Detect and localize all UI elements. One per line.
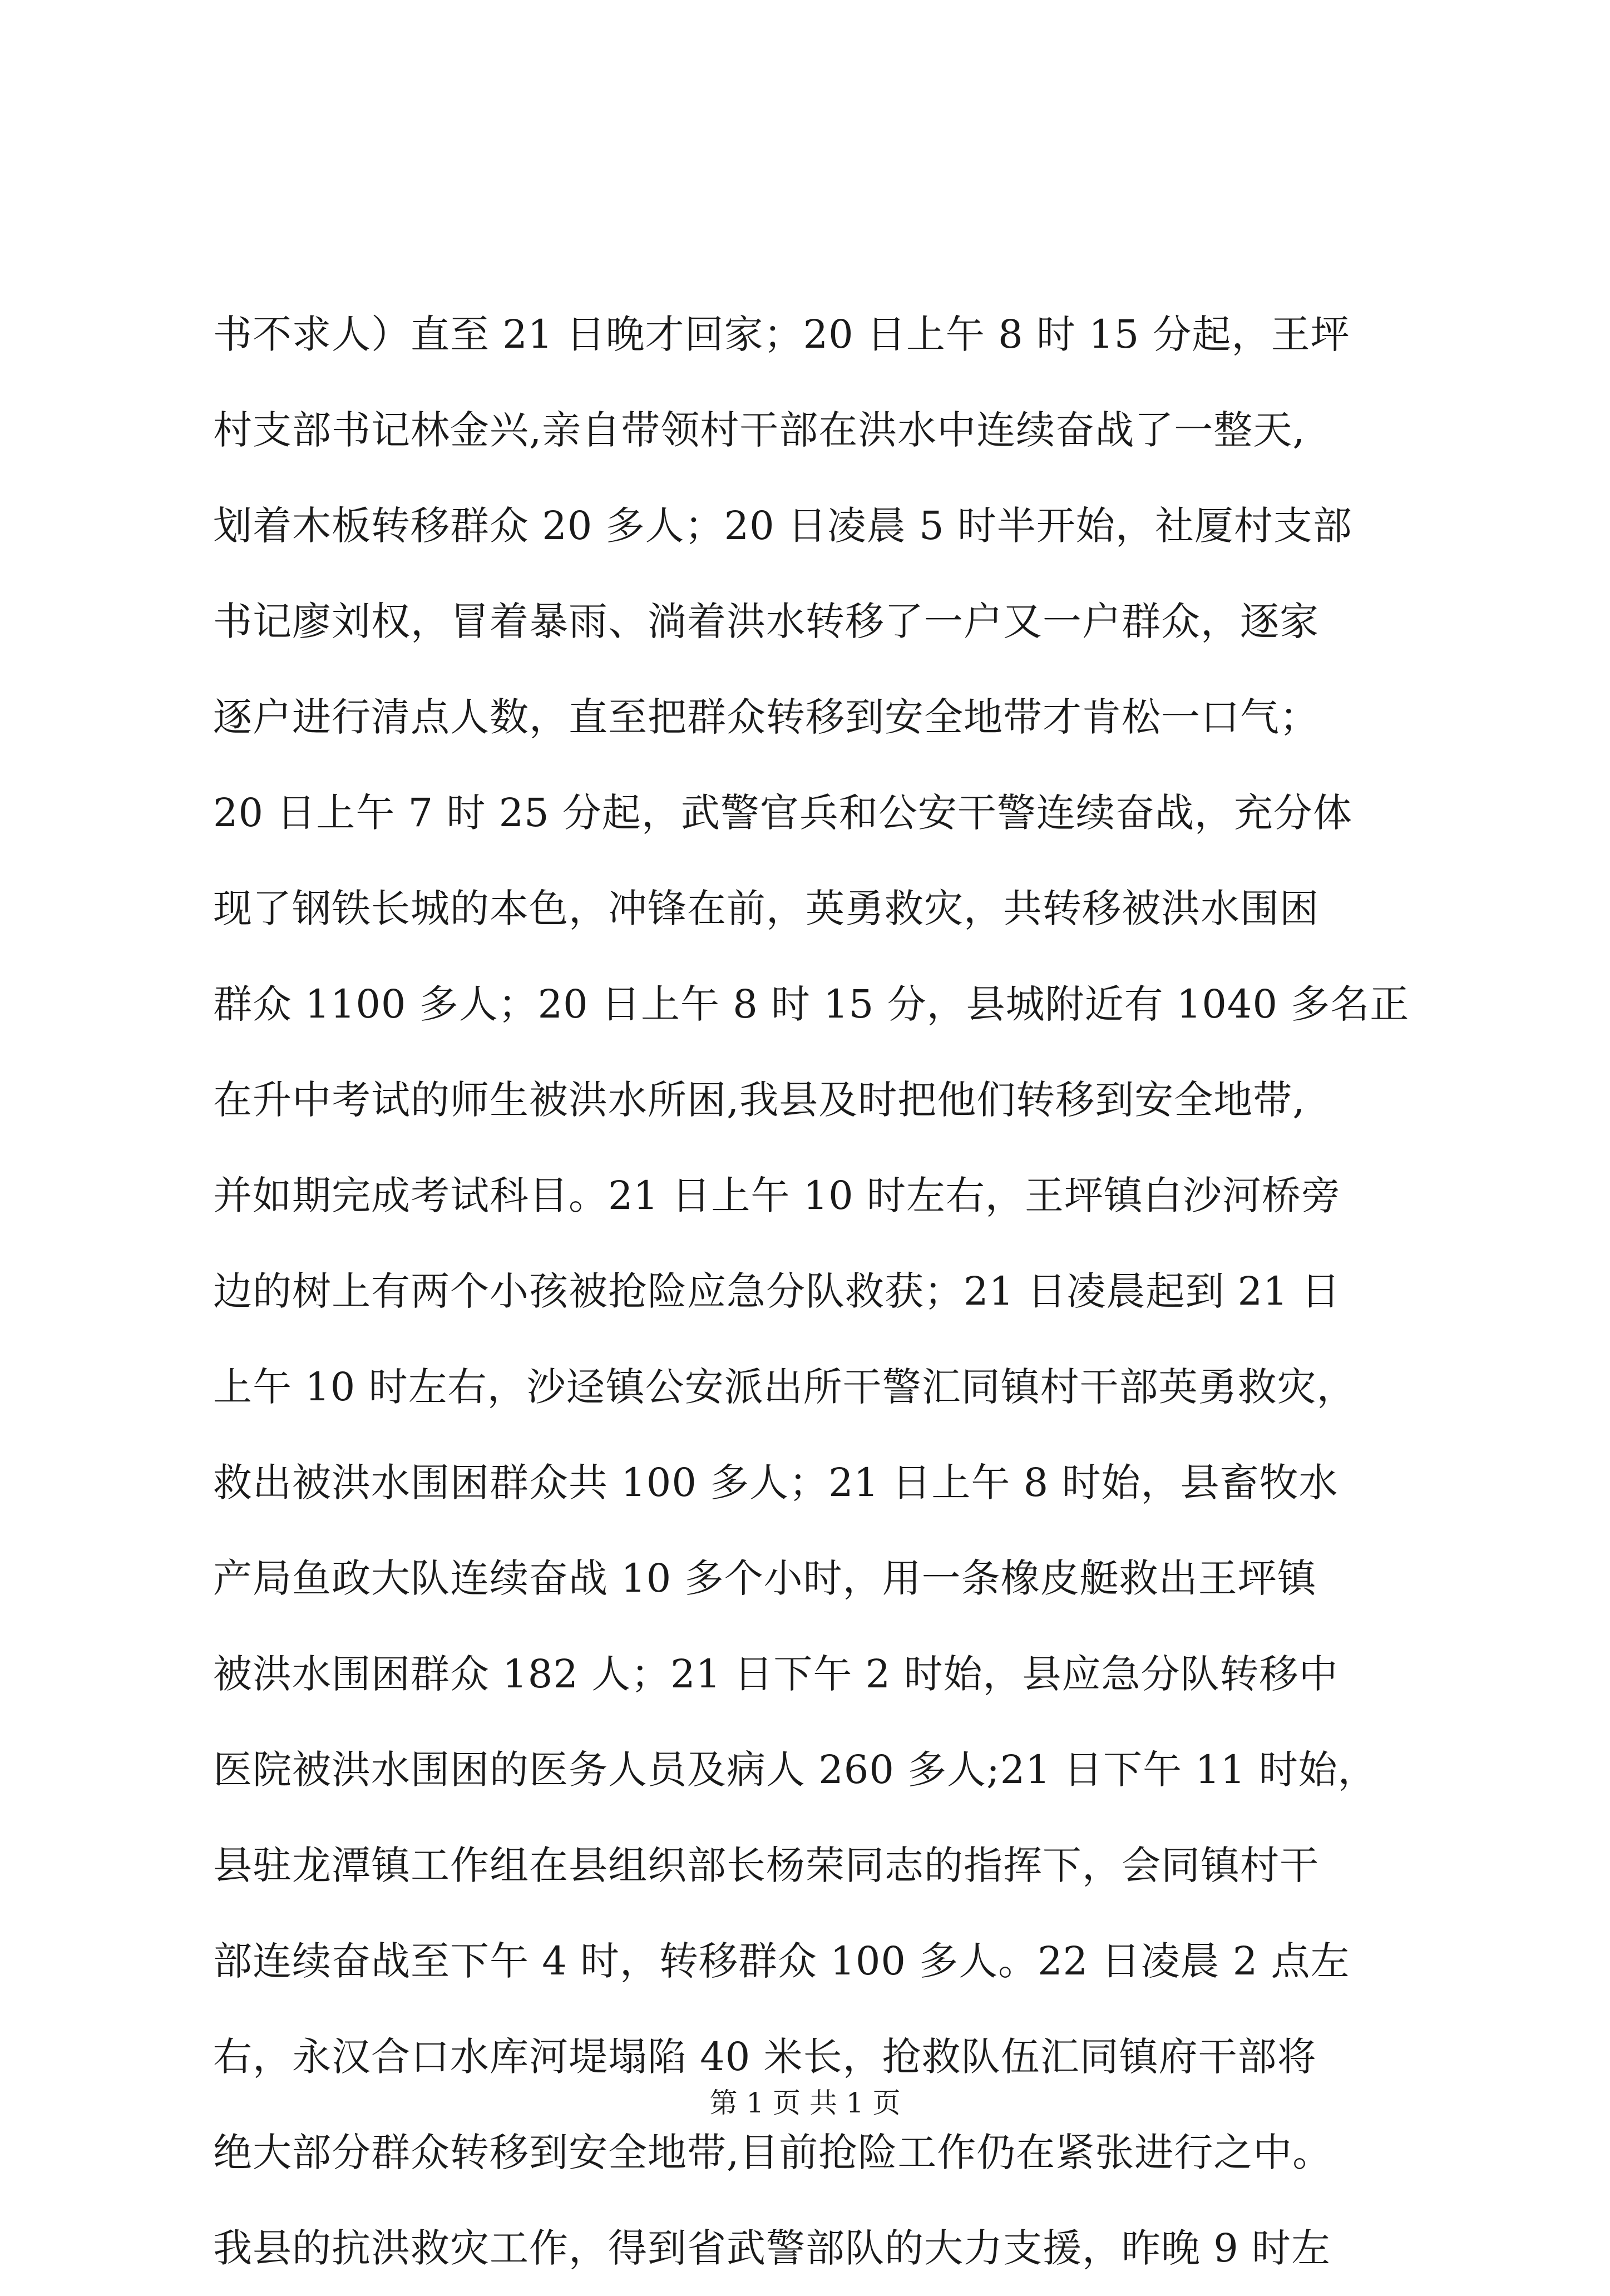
body-text xyxy=(213,287,1459,2296)
text-line: 医院被洪水围困的医务人员及病人 260 多人;21 日下午 11 时始， xyxy=(213,1747,1377,1793)
text-line: 划着木板转移群众 20 多人；20 日凌晨 5 时半开始，社厦村支部 xyxy=(213,503,1352,549)
text-line: 被洪水围困群众 182 人；21 日下午 2 时始，县应急分队转移中 xyxy=(213,1651,1339,1697)
text-line: 县驻龙潭镇工作组在县组织部长杨荣同志的指挥下，会同镇村干 xyxy=(213,1843,1319,1888)
text-line: 逐户进行清点人数，直至把群众转移到安全地带才肯松一口气； xyxy=(213,694,1319,740)
text-line: 产局鱼政大队连续奋战 10 多个小时，用一条橡皮艇救出王坪镇 xyxy=(213,1556,1317,1601)
text-line: 救出被洪水围困群众共 100 多人；21 日上午 8 时始，县畜牧水 xyxy=(213,1460,1339,1505)
text-line: 在升中考试的师生被洪水所困,我县及时把他们转移到安全地带, xyxy=(213,1077,1306,1123)
text-line: 部连续奋战至下午 4 时，转移群众 100 多人。22 日凌晨 2 点左 xyxy=(213,1938,1350,1984)
text-line: 20 日上午 7 时 25 分起，武警官兵和公安干警连续奋战，充分体 xyxy=(213,790,1352,836)
text-line: 群众 1100 多人；20 日上午 8 时 15 分，县城附近有 1040 多名正 xyxy=(213,981,1410,1027)
text-line: 书不求人）直至 21 日晚才回家；20 日上午 8 时 15 分起，王坪 xyxy=(213,312,1350,357)
text-line: 书记廖刘权，冒着暴雨、淌着洪水转移了一户又一户群众，逐家 xyxy=(213,599,1319,644)
text-line: 上午 10 时左右，沙迳镇公安派出所干警汇同镇村干部英勇救灾， xyxy=(213,1364,1356,1410)
text-line: 我县的抗洪救灾工作，得到省武警部队的大力支援，昨晚 9 时左 xyxy=(213,2225,1331,2271)
text-line: 绝大部分群众转移到安全地带,目前抢险工作仍在紧张进行之中。 xyxy=(213,2130,1332,2175)
text-line: 右，永汉合口水库河堤塌陷 40 米长，抢救队伍汇同镇府干部将 xyxy=(213,2034,1317,2080)
page-footer: 第 1 页 共 1 页 xyxy=(709,2087,901,2119)
text-line: 并如期完成考试科目。21 日上午 10 时左右，王坪镇白沙河桥旁 xyxy=(213,1173,1341,1218)
text-line: 边的树上有两个小孩被抢险应急分队救获；21 日凌晨起到 21 日 xyxy=(213,1268,1341,1314)
text-line: 现了钢铁长城的本色，冲锋在前，英勇救灾，共转移被洪水围困 xyxy=(213,886,1319,931)
text-line: 村支部书记林金兴,亲自带领村干部在洪水中连续奋战了一整天, xyxy=(213,407,1306,453)
